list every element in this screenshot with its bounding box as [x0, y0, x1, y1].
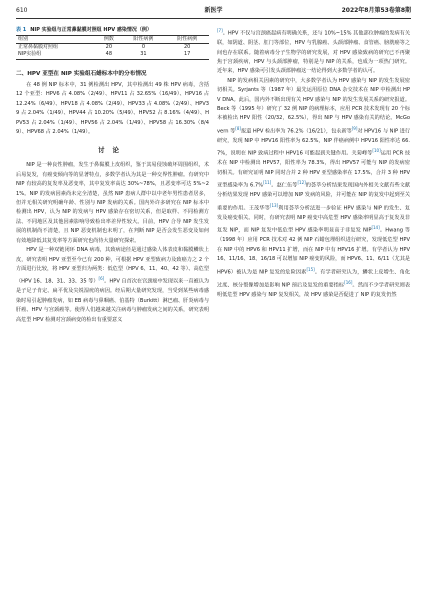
journal-title: 新医学	[204, 7, 223, 14]
table-cell: 0	[141, 44, 146, 51]
text-run: 。赵仁伍等	[271, 182, 298, 189]
citation-ref[interactable]: [13]	[269, 202, 279, 208]
text-run: 。Hwang 等（1998 年）应用 PCR 技术对 42 例 NIP 石蜡包埋组织进行研究，发现低危型 HPV 在 NIP 中的 HPV6 和 HPV11 扩增，而在 NIP 中有 HPV16 扩增。有学者认为 HPV16、11/16、18、16/18 可以增加 NIP 癌变的风险，而 HPV6、11、6/11（尤其是 HPV6）被认为是 NIP 复发的危险因素	[217, 228, 410, 276]
citation-ref[interactable]: [9]	[351, 125, 358, 131]
page-number: 610	[16, 7, 28, 14]
results-paragraph: 在 48 例 NIP 标本中，31 例检测出 HPV，其中检测出 49 株 HPV 病毒，含括 12 个亚型：HPV6 占 4.08%（2/49）、HPV11 占 32.65%（16/49）、HPV16 占 12.24%（6/49）、HPV18 占 4.08%（2/49）、HPV33 占 4.08%（2/49）、HPV39 占 2.04%（1/49）、HPV44 占 10.20%（5/49）、HPV52 占 8.16%（4/49）、HPV53 占 2.04%（1/49）、HPV56 占 2.04%（1/49）、HPV58 占 16.30%（8/49）、HPV68 占 2.04%（1/49）。	[16, 82, 209, 136]
citation-ref[interactable]: [6]	[98, 276, 105, 282]
discussion-paragraph-1: NIP 是一种良性肿瘤，发生于鼻黏膜上皮组织，鉴于其易侵蚀破坏周围组织，术后易复发，有癌变倾向等的显著特点，多数学者认为其是一种交界性肿瘤。有研究中 NIP 有较高的复发率及恶变率，其中复发率高达 30%~78%，且恶变率可达 5%~21%。NIP 的发病因素尚未完全清楚，虽然 NIP 患病人群中以中老年男性患者居多，但并无相关研究明确年龄、性别与 NIP 发病的关系。国内外许多研究在 NIP 标本中检测出 HPV，认为 NIP 的发病与 HPV 感染存在密切关系，但是取样、不同检测方法、不同地区及其他因素影响导致检出率差异性较大。目前，HPV 合导 NIP 发生发展的机制尚不清楚，且 NIP 恶变机制也未明了，在判断 NIP 是否会发生恶变及如何有效地降低其复发率等方面研究也尚待大量研究探索。	[16, 162, 209, 244]
discussion-paragraph-2	[16, 246, 209, 325]
citation-ref[interactable]: [11]	[263, 180, 272, 186]
text-run: 对 HPV16 与 NIP 进行研究，发现 NIP 中 HPV16 阳性率为 62.5%，NIP 伴癌病例中 HPV16 阳性率达 66.7%，说明在 NIP 致病过程中 HPV16 可能起到关键作用。关菊峰等	[217, 128, 410, 158]
table-row	[16, 44, 209, 52]
table-header-row	[16, 36, 209, 44]
text-run: 的荟萃分析结果发现国内外相关文献有些文献分析结果发现 HPV 感染可以增加 NIP 发病的风险，并可能在 NIP 的复发中起到至关重要的作用。王茂华等	[217, 182, 411, 212]
column-header: 例数	[103, 36, 114, 42]
text-run: 。HPV 自首次在宫颈癌中发现以来一直被认为是子足子肯定、扁平优及尖锐湿疣的病因。经后期大量研究发现，当受到某些病毒感染时易引起肿瘤发病，如 EB 病毒与鼻咽癌、伯基特（Burkitt）淋巴瘤、肝炎病毒与肝癌、HPV 与宫颈癌等。使得人们越来越关注病毒与肿瘤发病之间的关系，研究表明高危型 HPV 检测对宫颈病变的检出有重要意义	[16, 279, 209, 323]
text-run: 利用荟萃分析法进一步验证 HPV 感染与 NIP 的发生、复发及癌变相关。同时，有研究表明 NIP 癌变中高危型 HPV 感染率明显高于复发及非复发 NIP，而 NIP 复发中低危型 HPV 感染率明显高于非复发 NIP	[217, 205, 411, 235]
citation-ref[interactable]: [16]	[344, 279, 353, 285]
column-header: 阳性病例	[133, 36, 154, 42]
text-run: HPV 是一种双链闭环 DNA 病毒，其致病途径是通过感染人体表皮和黏膜鳞状上皮，研究表明 HPV 亚型至今已有 200 种，可根据 HPV 亚型致病力及致癌力之 2 个方面进行比较，将 HPV 亚型归为两类：低危型（HPV 6、11、40、42 等）、高危型（HPV 16、18、31、33、35 等）	[16, 247, 209, 286]
left-column	[16, 26, 209, 325]
citation-ref[interactable]: [12]	[297, 180, 306, 186]
text-run: NIP 的发病相关因素的研究中，大多数学者认为 HPV 感染与 NIP 的发生发展密切相关。Syrjants 等（1987 年）最先运用原位 DNA 杂交技术在 NIP 中检测出 HPV DNA。此后，国内外不断出现有关 HPV 感染与 NIP 的发生发展关系的研究报道。Beck 等（1995 年）研究了 32 例 NIP 的病理标本，应用 PCR 技术发现有 20 个标本被检出 HPV 阳性（20/32，62.5%），得出 NIP 与 HPV 感染有关的结论。McGovern 等	[217, 77, 410, 135]
discussion-paragraph-2-cont	[217, 26, 410, 77]
discussion-paragraph-3	[217, 77, 410, 301]
table-caption-text: NIP 实验组与正常鼻黏膜对照组 HPV 感染情况（例）	[30, 27, 152, 33]
table-cell: 20	[183, 44, 191, 51]
text-run: 运用 PCR 技术在 NIP 中检测出 HPV57，阳性率为 78.3%，得出 HPV57 可能与 NIP 的发病密切相关。有研究证明 NIP 同时合并 2 种 HPV 亚型感染率在 17.5%，合并 3 种 HPV 亚型感染率为 6.7%	[217, 151, 410, 189]
citation-ref[interactable]: [15]	[306, 266, 315, 272]
table-row	[16, 51, 209, 59]
text-run: 。HPV 不仅与宫颈癌起病有明确关系，还与 10%~15% 其他部位肿瘤的发病有关联，如阴道、阴茎、肛门等部位，HPV 与乳腺癌、头颈部肿瘤、食管癌、膀胱癌等之间也存在联系。随着病毒分子生物学的研究发展，对 HPV 感染致病的研究已不再聚焦于宫颈疾病，HPV 与头颈部肿瘤，特别是与 NIP 的关系，也成为一项热门研究。近年来，HPV 感染可引发头颈部肿瘤这一结论得到大多数学者的认可。	[217, 30, 410, 75]
table-number: 表 1	[16, 27, 27, 33]
right-column	[217, 26, 410, 300]
issue-info: 2022年8月第53卷第8期	[341, 7, 411, 14]
table-cell: 正常鼻黏膜对照组	[18, 44, 59, 51]
citation-ref[interactable]: [8]	[235, 125, 241, 131]
column-header: 阴性病例	[177, 36, 198, 42]
text-run: 报道 HPV 检出率为 76.2%（16/21），包永新等	[240, 128, 352, 135]
table-cell: 17	[183, 51, 191, 58]
section-heading: 二、HPV 亚型在 NIP 实验组石蜡标本中的分布情况	[16, 70, 147, 77]
text-run: 。有学者研究认为，鳞状上皮增生、角化过度、核分裂像增加是影响 NIP 预后及复发的重要指标	[217, 269, 411, 289]
text-run[interactable]: [7]	[217, 28, 223, 33]
running-header	[16, 6, 411, 19]
text-run: 。然而不少学者研究则表明低危型 HPV 感染与 NIP 复发相关，故 HPV 感染是否促进了 NIP 的复发仍然	[217, 282, 411, 298]
discussion-heading: 讨论	[98, 146, 127, 155]
hpv-infection-table	[16, 35, 209, 60]
table-cell: 48	[105, 51, 113, 58]
citation-ref[interactable]: [14]	[371, 225, 380, 231]
column-header: 组别	[18, 36, 29, 42]
table-caption	[16, 26, 209, 35]
table-cell: 31	[140, 51, 147, 58]
table-cell: 20	[105, 44, 113, 51]
table-cell: NIP实验组	[18, 51, 42, 58]
citation-ref[interactable]: [10]	[372, 148, 381, 154]
